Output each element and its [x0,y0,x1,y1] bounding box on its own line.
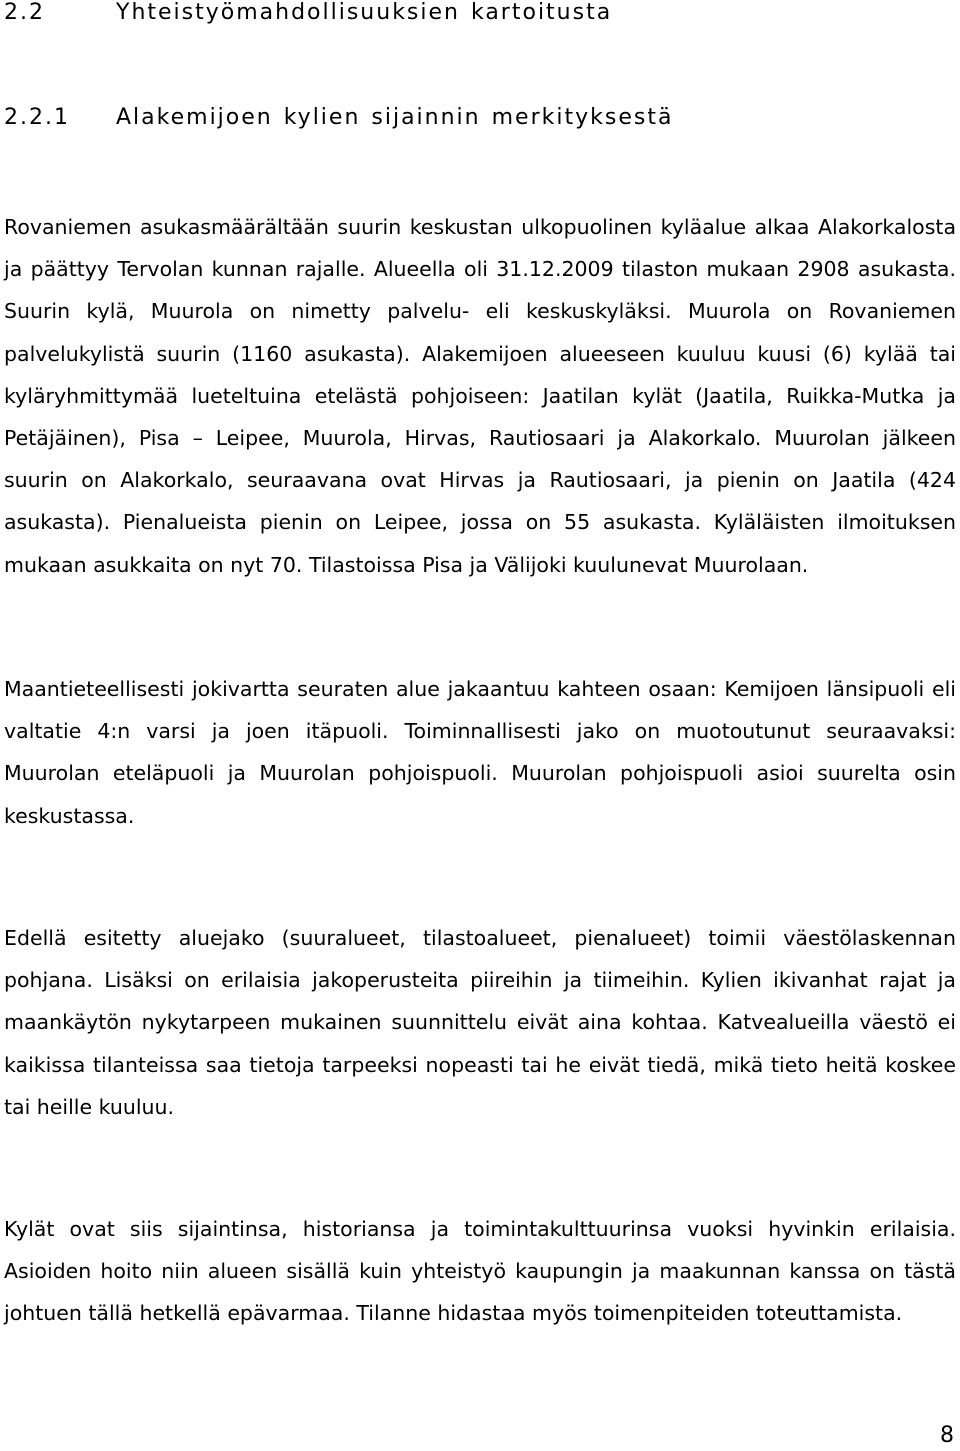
subsection-number: 2.2.1 [4,105,70,130]
subsection-heading [4,105,673,130]
section-heading [4,0,612,25]
body-paragraph: Maantieteellisesti jokivartta seuraten alue jakaantuu kahteen osaan: Kemijoen länsipuoli eli valtatie 4:n varsi ja joen itäpuoli. Toiminnallisesti jako on muotoutunut seuraavaksi: Muurolan eteläpuoli ja Muurolan pohjoispuoli. Muurolan pohjoispuoli asioi suurelta osin keskustassa. [4,677,956,828]
section-number: 2.2 [4,0,45,25]
body-paragraph: Edellä esitetty aluejako (suuralueet, tilastoalueet, pienalueet) toimii väestölaskennan pohjana. Lisäksi on erilaisia jakoperusteita piireihin ja tiimeihin. Kylien ikivanhat rajat ja maankäytön nykytarpeen mukainen suunnittelu eivät aina kohtaa. Katvealueilla väestö ei kaikissa tilanteissa saa tietoja tarpeeksi nopeasti tai he eivät tiedä, mikä tieto heitä koskee tai heille kuuluu. [4,926,956,1119]
section-title: Yhteistyömahdollisuuksien kartoitusta [116,0,613,25]
page-number: 8 [940,1423,954,1448]
body-paragraph: Kylät ovat siis sijaintinsa, historiansa ja toimintakulttuurinsa vuoksi hyvinkin erilaisia. Asioiden hoito niin alueen sisällä kuin yhteistyö kaupungin ja maakunnan kanssa on tästä johtuen tällä hetkellä epävarmaa. Tilanne hidastaa myös toimenpiteiden toteuttamista. [4,1217,956,1326]
body-paragraph: Rovaniemen asukasmäärältään suurin keskustan ulkopuolinen kyläalue alkaa Alakorkalosta ja päättyy Tervolan kunnan rajalle. Alueella oli 31.12.2009 tilaston mukaan 2908 asukasta. Suurin kylä, Muurola on nimetty palvelu- eli keskuskyläksi. Muurola on Rovaniemen palvelukylistä suurin (1160 asukasta). Alakemijoen alueeseen kuuluu kuusi (6) kylää tai kyläryhmittymää lueteltuina etelästä pohjoiseen: Jaatilan kylät (Jaatila, Ruikka-Mutka ja Petäjäinen), Pisa – Leipee, Muurola, Hirvas, Rautiosaari ja Alakorkalo. Muurolan jälkeen suurin on Alakorkalo, seuraavana ovat Hirvas ja Rautiosaari, ja pienin on Jaatila (424 asukasta). Pienalueista pienin on Leipee, jossa on 55 asukasta. Kyläläisten ilmoituksen mukaan asukkaita on nyt 70. Tilastoissa Pisa ja Välijoki kuulunevat Muurolaan. [4,215,956,577]
subsection-title: Alakemijoen kylien sijainnin merkityksestä [116,105,674,130]
